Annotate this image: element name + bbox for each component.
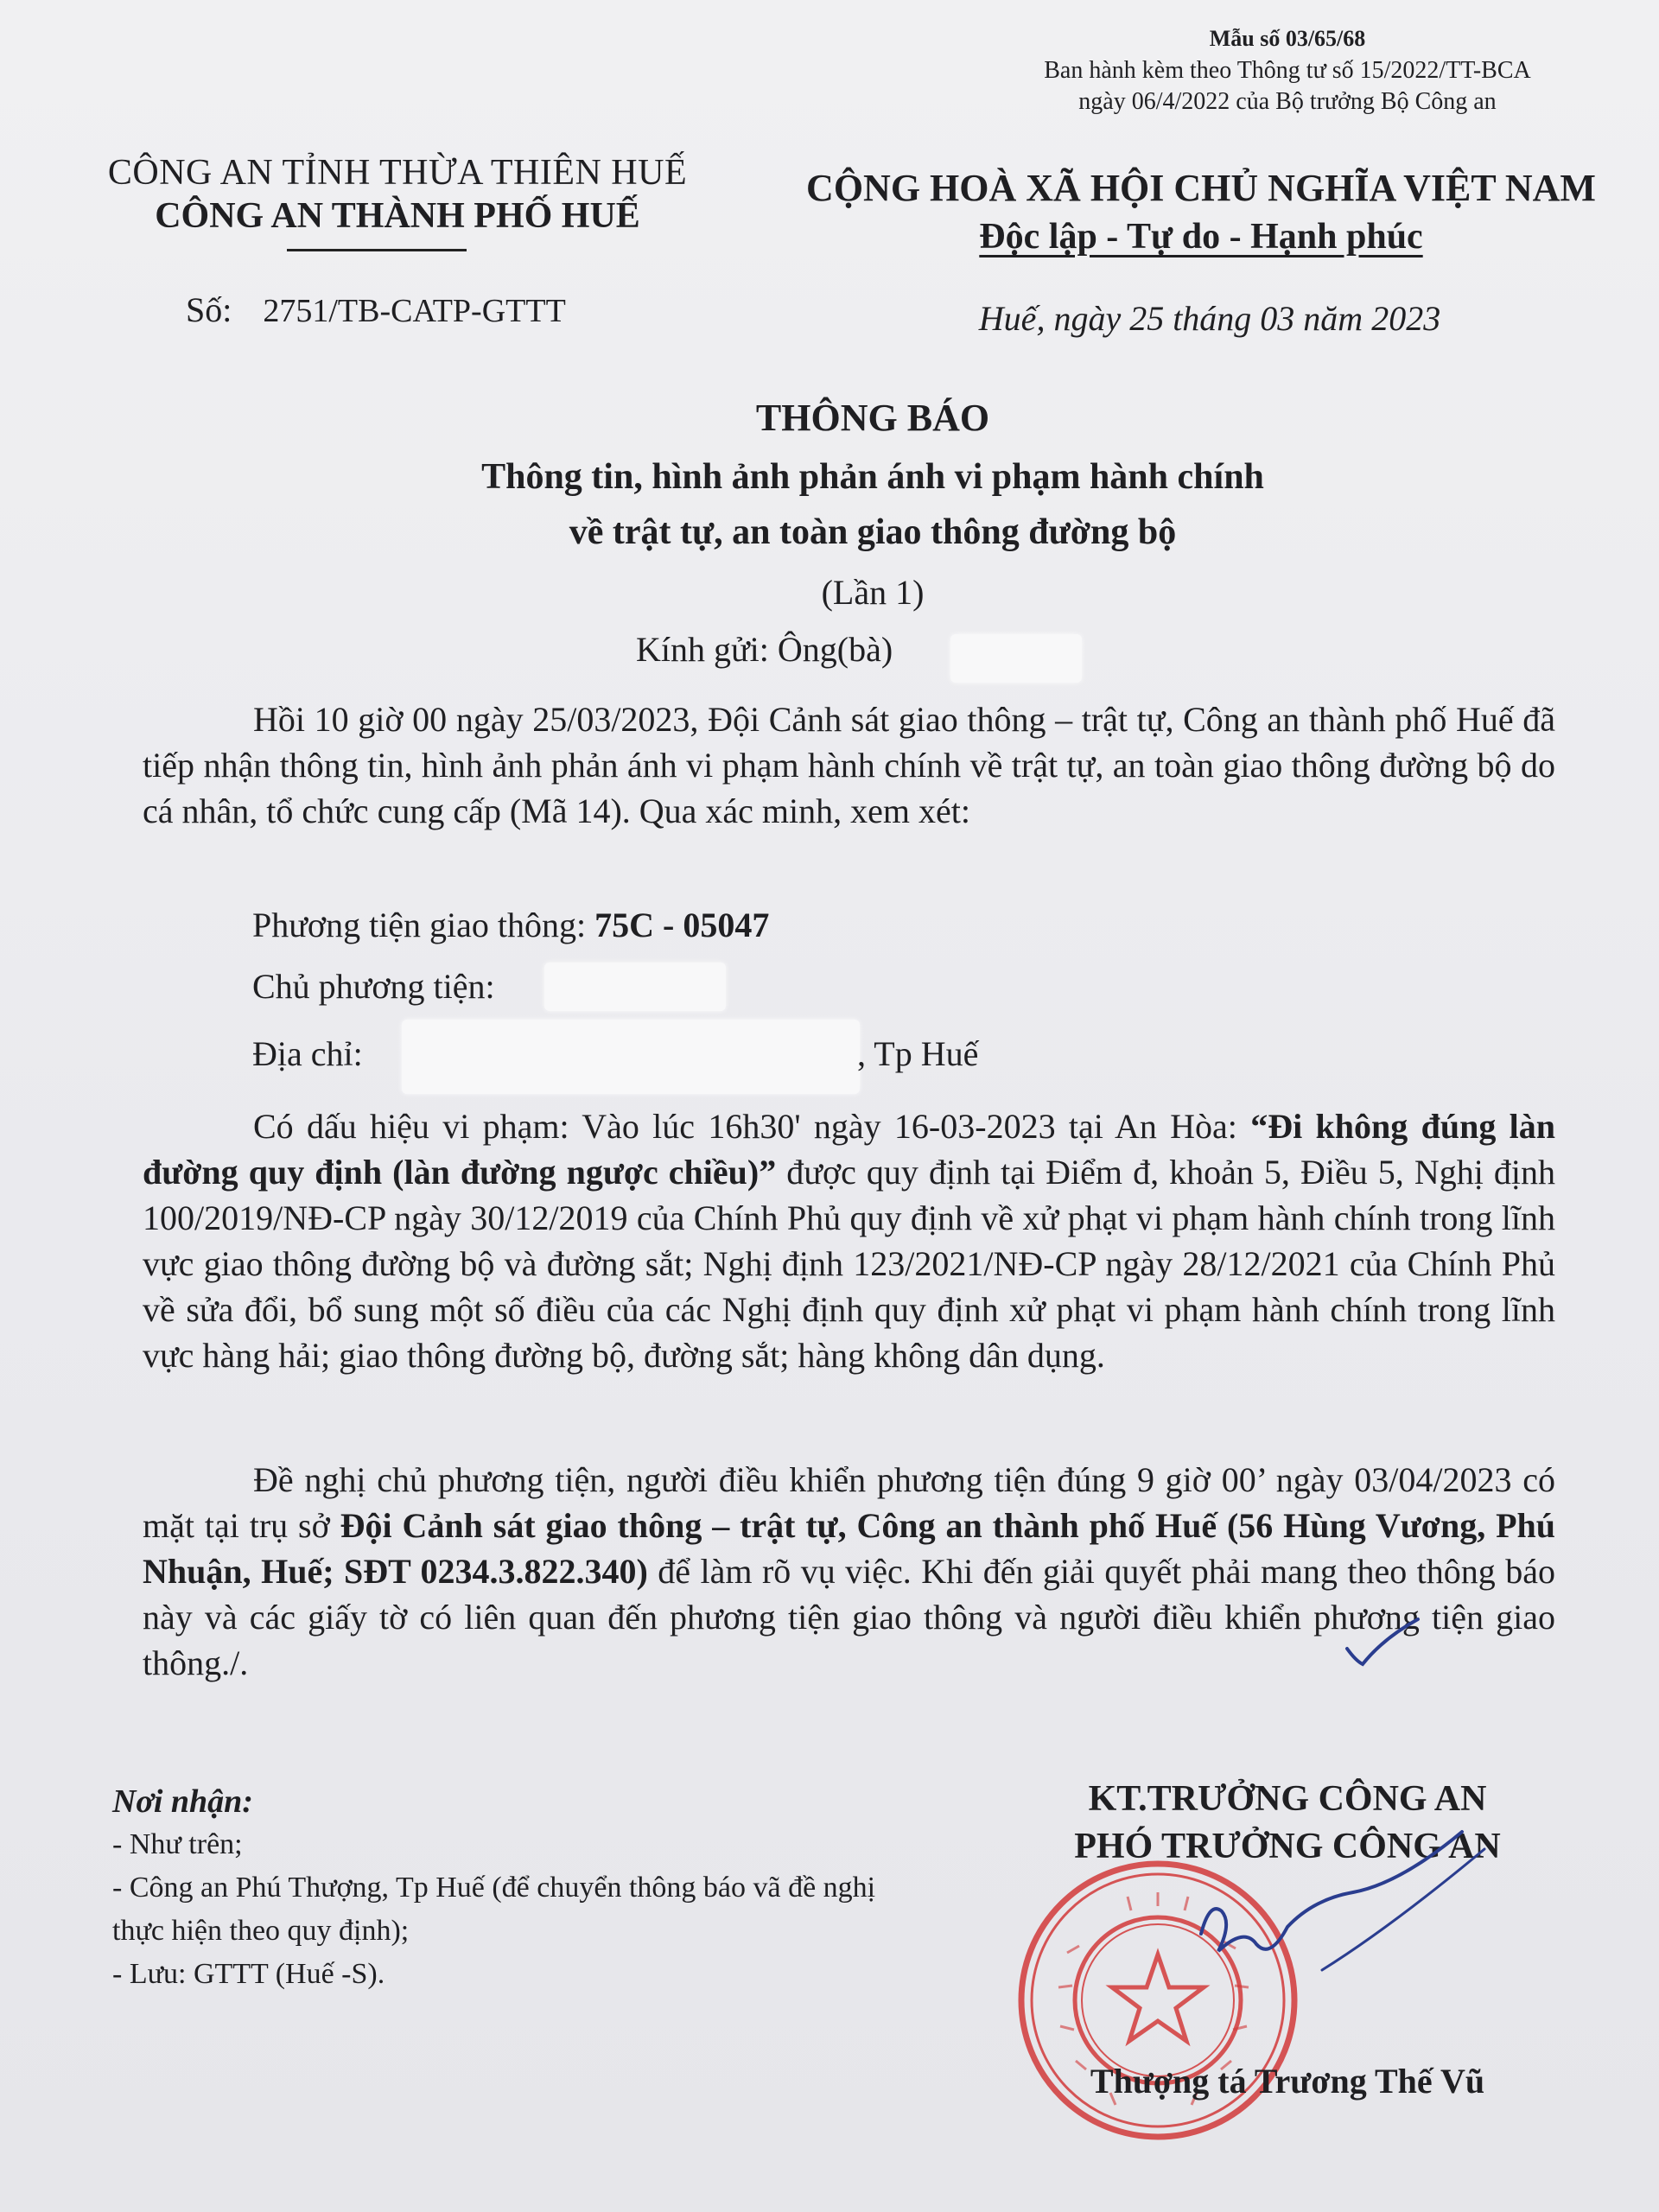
recipient-item: - Như trên; (112, 1828, 243, 1860)
form-number: Mẫu số 03/65/68 (1209, 26, 1366, 51)
recipients-heading: Nơi nhận: (112, 1783, 253, 1820)
place-and-date: Huế, ngày 25 tháng 03 năm 2023 (978, 299, 1441, 338)
redacted-owner-name (544, 963, 726, 1011)
owner-label: Chủ phương tiện: (252, 967, 495, 1006)
document-title: THÔNG BÁO (755, 397, 990, 439)
checkmark-icon (1344, 1616, 1421, 1668)
violation-paragraph (143, 1103, 1555, 1378)
form-issued-line-1: Ban hành kèm theo Thông tư số 15/2022/TT-BCA (1044, 57, 1531, 84)
document-subtitle-2: về trật tự, an toàn giao thông đường bộ (569, 512, 1177, 552)
request-location: Đội Cảnh sát giao thông – trật tự, Công an thành phố Huế (56 Hùng Vương, Phú Nhuận, Huế; SĐT 0234.3.822.340) (143, 1506, 1555, 1591)
document-number-value: 2751/TB-CATP-GTTT (263, 293, 566, 329)
address-city: , Tp Huế (857, 1034, 979, 1073)
document-number-label: Số: (186, 290, 232, 329)
signer-name: Thượng tá Trương Thế Vũ (1090, 2062, 1485, 2101)
redacted-address (402, 1020, 860, 1094)
intro-text: Hồi 10 giờ 00 ngày 25/03/2023, Đội Cảnh sát giao thông – trật tự, Công an thành phố Huế đã tiếp nhận thông tin, hình ảnh phản ánh vi phạm hành chính về trật tự, an toàn giao thông đường bộ do cá nhân, tổ chức cung cấp (Mã 14). Qua xác minh, xem xét: (143, 700, 1555, 830)
notice-round: (Lần 1) (821, 573, 925, 612)
vehicle-plate: 75C - 05047 (594, 906, 770, 944)
request-intro: Đề nghị chủ phương tiện, người điều khiển phương tiện đúng 9 giờ 00’ ngày 03/04/2023 có mặt tại trụ sở (143, 1460, 1555, 1545)
document-subtitle-1: Thông tin, hình ảnh phản ánh vi phạm hành chính (481, 457, 1264, 497)
issuing-unit: CÔNG AN THÀNH PHỐ HUẾ (155, 196, 640, 236)
country-name: CỘNG HOÀ XÃ HỘI CHỦ NGHĨA VIỆT NAM (806, 167, 1596, 209)
recipient-item: - Công an Phú Thượng, Tp Huế (để chuyển thông báo vã đề nghị thực hiện theo quy định); (112, 1872, 876, 1947)
agency-divider (287, 249, 467, 251)
intro-paragraph (143, 696, 1555, 834)
document-number (186, 289, 566, 330)
recipient-item: - Lưu: GTTT (Huế -S). (112, 1958, 385, 1990)
handwritten-signature-icon (1192, 1797, 1521, 1987)
violation-intro: Có dấu hiệu vi phạm: Vào lúc 16h30' ngày 16-03-2023 tại An Hòa: (253, 1107, 1251, 1146)
vehicle-field (252, 905, 769, 945)
address-label: Địa chỉ: (252, 1034, 363, 1073)
signature-title-2: PHÓ TRƯỞNG CÔNG AN (1074, 1827, 1501, 1866)
violation-legal-basis: được quy định tại Điểm đ, khoản 5, Điều 5, Nghị định 100/2019/NĐ-CP ngày 30/12/2019 của Chính Phủ quy định về xử phạt vi phạm hành chính trong lĩnh vực giao thông đường bộ và đường sắt; Nghị định 123/2021/NĐ-CP ngày 28/12/2021 của Chính Phủ về sửa đổi, bổ sung một số điều của các Nghị định quy định xử phạt vi phạm hành chính trong lĩnh vực hàng hải; giao thông đường bộ, đường sắt; hàng không dân dụng. (143, 1153, 1556, 1375)
recipient-greeting: Kính gửi: Ông(bà) (636, 630, 893, 669)
vehicle-label: Phương tiện giao thông: (252, 906, 587, 944)
recipients-block (112, 1780, 907, 1996)
violation-description: “Đi không đúng làn đường quy định (làn đường ngược chiều)” (143, 1107, 1555, 1192)
address-field (252, 1033, 363, 1074)
owner-field (252, 966, 495, 1007)
form-issued-line-2: ngày 06/4/2022 của Bộ trưởng Bộ Công an (1078, 88, 1497, 115)
national-motto: Độc lập - Tự do - Hạnh phúc (979, 217, 1423, 257)
redacted-recipient-name (950, 634, 1082, 683)
issuing-agency (69, 151, 726, 238)
request-instructions: để làm rõ vụ việc. Khi đến giải quyết phải mang theo thông báo này và các giấy tờ có liên quan đến phương tiện giao thông và người điều khiển phương tiện giao thông./. (143, 1552, 1555, 1682)
parent-agency: CÔNG AN TỈNH THỪA THIÊN HUẾ (107, 153, 688, 193)
national-header (769, 164, 1633, 261)
signature-title-1: KT.TRƯỞNG CÔNG AN (1088, 1779, 1487, 1819)
